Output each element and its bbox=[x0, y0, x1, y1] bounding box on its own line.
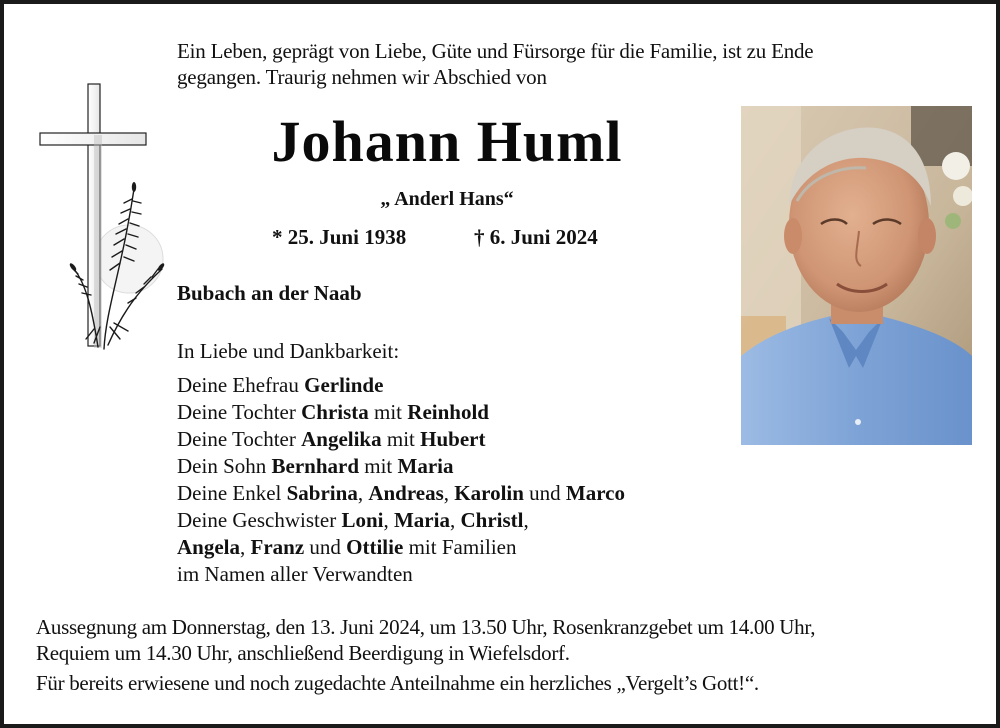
mourner-name: Christa bbox=[301, 400, 369, 424]
mourners-list bbox=[177, 338, 737, 588]
death-date: † 6. Juni 2024 bbox=[474, 225, 598, 249]
mourner-name: Christl bbox=[460, 508, 524, 532]
mourner-name: Angelika bbox=[301, 427, 382, 451]
service-details bbox=[36, 614, 986, 696]
mourner-name: Marco bbox=[565, 481, 626, 505]
portrait-image bbox=[741, 106, 972, 445]
mourner-relation: und bbox=[304, 535, 347, 559]
mourner-line bbox=[177, 480, 737, 507]
mourner-relation: , bbox=[357, 481, 369, 505]
intro-line-2: gegangen. Traurig nehmen wir Abschied von bbox=[177, 65, 547, 89]
mourner-relation: mit bbox=[381, 427, 421, 451]
cross-with-wheat-icon bbox=[34, 79, 174, 359]
hometown: Bubach an der Naab bbox=[177, 281, 362, 305]
mourners-heading: In Liebe und Dankbarkeit: bbox=[177, 339, 400, 363]
mourner-relation: , bbox=[443, 481, 455, 505]
mourner-lines bbox=[177, 372, 737, 588]
mourner-line bbox=[177, 399, 737, 426]
intro-text bbox=[177, 38, 977, 90]
service-line-2: Requiem um 14.30 Uhr, anschließend Beerdigung in Wiefelsdorf. bbox=[36, 641, 570, 665]
mourner-line bbox=[177, 453, 737, 480]
mourner-name: Loni bbox=[341, 508, 384, 532]
mourner-relation: , bbox=[240, 535, 251, 559]
mourner-relation: mit bbox=[359, 454, 398, 478]
portrait-photo bbox=[741, 106, 972, 445]
mourner-relation: Deine Tochter bbox=[177, 427, 302, 451]
mourner-relation: Deine Tochter bbox=[177, 400, 302, 424]
mourner-line bbox=[177, 507, 737, 534]
mourner-relation: mit Familien bbox=[403, 535, 517, 559]
mourner-name: Karolin bbox=[454, 481, 524, 505]
mourner-relation: und bbox=[523, 481, 566, 505]
thanks-line: Für bereits erwiesene und noch zugedachte Anteilnahme ein herzliches „Vergelt’s Gott!“. bbox=[36, 671, 759, 695]
mourner-line bbox=[177, 426, 737, 453]
mourner-name: Bernhard bbox=[271, 454, 360, 478]
mourner-relation: Dein Sohn bbox=[177, 454, 272, 478]
mourner-name: Maria bbox=[397, 454, 454, 478]
mourner-name: Andreas bbox=[368, 481, 444, 505]
intro-line-1: Ein Leben, geprägt von Liebe, Güte und Fürsorge für die Familie, ist zu Ende bbox=[177, 39, 814, 63]
mourner-relation: Deine Enkel bbox=[177, 481, 287, 505]
birth-date: * 25. Juni 1938 bbox=[272, 225, 407, 249]
mourner-relation: mit bbox=[368, 400, 408, 424]
mourner-relation: im Namen aller Verwandten bbox=[177, 562, 413, 586]
mourner-name: Ottilie bbox=[346, 535, 404, 559]
mourner-line bbox=[177, 561, 737, 588]
mourner-relation: , bbox=[449, 508, 461, 532]
mourner-line bbox=[177, 534, 737, 561]
mourner-name: Reinhold bbox=[407, 400, 489, 424]
life-dates bbox=[262, 224, 642, 250]
deceased-nickname: „ Anderl Hans“ bbox=[380, 188, 514, 210]
mourner-name: Sabrina bbox=[286, 481, 358, 505]
deceased-name: Johann Huml bbox=[271, 109, 623, 174]
mourner-name: Maria bbox=[393, 508, 450, 532]
mourner-name: Gerlinde bbox=[304, 373, 384, 397]
service-line-1: Aussegnung am Donnerstag, den 13. Juni 2024, um 13.50 Uhr, Rosenkranzgebet um 14.00 Uhr, bbox=[36, 615, 816, 639]
mourner-relation: Deine Geschwister bbox=[177, 508, 342, 532]
mourner-name: Franz bbox=[250, 535, 305, 559]
mourner-line bbox=[177, 372, 737, 399]
mourner-relation: , bbox=[523, 508, 529, 532]
mourner-relation: , bbox=[383, 508, 394, 532]
mourner-name: Angela bbox=[177, 535, 240, 559]
mourner-relation: Deine Ehefrau bbox=[177, 373, 305, 397]
mourner-name: Hubert bbox=[420, 427, 486, 451]
